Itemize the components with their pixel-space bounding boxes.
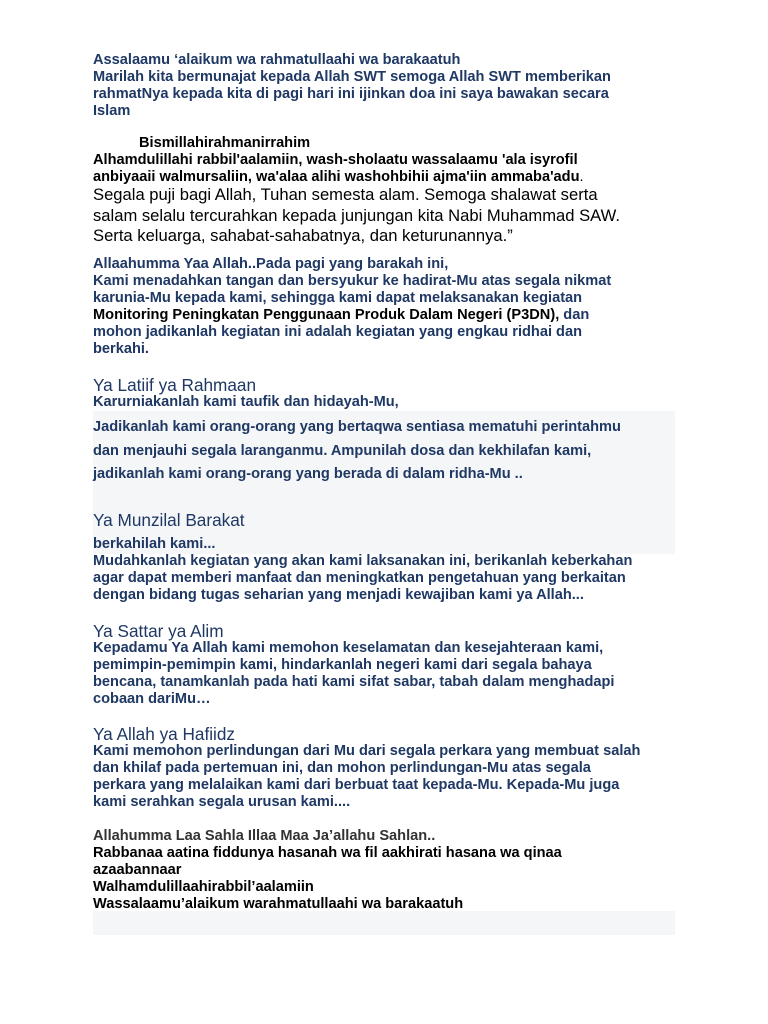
- munzilal-heading: Ya Munzilal Barakat: [93, 510, 245, 530]
- closing-block: [93, 845, 678, 913]
- munzilal-block: [93, 536, 678, 604]
- activity-name: Monitoring Peningkatan Penggunaan Produk Dalam Negeri (P3DN),: [93, 307, 560, 323]
- translation-block: [93, 185, 678, 247]
- translation-line: salam selalu tercurahkan kepada junjungan kita Nabi Muhammad SAW.: [93, 205, 620, 225]
- allahumma-line: karunia-Mu kepada kami, sehingga kami dapat melaksanakan kegiatan: [93, 290, 583, 306]
- translation-line: Serta keluarga, sahabat-sahabatnya, dan keturunannya.”: [93, 226, 513, 245]
- latiif-line: Jadikanlah kami orang-orang yang bertaqwa sentiasa mematuhi perintahmu: [93, 419, 621, 435]
- opening-block: [93, 52, 678, 120]
- sattar-heading: Ya Sattar ya Alim: [93, 621, 224, 641]
- munzilal-line: Mudahkanlah kegiatan yang akan kami laksanakan ini, berikanlah keberkahan: [93, 553, 633, 569]
- translation-line: Segala puji bagi Allah, Tuhan semesta alam. Semoga shalawat serta: [93, 185, 598, 204]
- latiif-heading: Ya Latiif ya Rahmaan: [93, 375, 257, 395]
- sattar-line: bencana, tanamkanlah pada hati kami sifat sabar, tabah dalam menghadapi: [93, 674, 615, 690]
- allahumma-line: Kami menadahkan tangan dan bersyukur ke hadirat-Mu atas segala nikmat: [93, 273, 612, 289]
- closing-line: Walhamdulillaahirabbil’aalamiin: [93, 879, 314, 895]
- hafiidz-line: dan khilaf pada pertemuan ini, dan mohon perlindungan-Mu atas segala: [93, 760, 591, 776]
- allahumma-line: berkahi.: [93, 341, 149, 357]
- hafiidz-heading: Ya Allah ya Hafiidz: [93, 724, 236, 744]
- intro-line: Islam: [93, 103, 131, 119]
- sattar-line: pemimpin-pemimpin kami, hindarkanlah negeri kami dari segala bahaya: [93, 657, 592, 673]
- hafiidz-block: [93, 743, 678, 811]
- allahumma-line: Allaahumma Yaa Allah..Pada pagi yang barakah ini,: [93, 256, 449, 272]
- sattar-line: cobaan dariMu…: [93, 691, 211, 707]
- allahumma-block: [93, 256, 678, 358]
- sattar-line: Kepadamu Ya Allah kami memohon keselamatan dan kesejahteraan kami,: [93, 640, 604, 656]
- munzilal-line: dengan bidang tugas seharian yang menjadi kewajiban kami ya Allah...: [93, 587, 584, 603]
- closing-line: Rabbanaa aatina fiddunya hasanah wa fil aakhirati hasana wa qinaa: [93, 845, 562, 861]
- hamdalah-line: Alhamdulillahi rabbil'aalamiin, wash-sholaatu wassalaamu 'ala isyrofil: [93, 152, 578, 168]
- latiif-first-line: Karurniakanlah kami taufik dan hidayah-Mu,: [93, 394, 399, 410]
- intro-line: rahmatNya kepada kita di pagi hari ini ijinkan doa ini saya bawakan secara: [93, 86, 609, 102]
- hafiidz-line: perkara yang melalaikan kami dari berbuat taat kepada-Mu. Kepada-Mu juga: [93, 777, 620, 793]
- intro-line: Marilah kita bermunajat kepada Allah SWT semoga Allah SWT memberikan: [93, 69, 611, 85]
- sahla-line: Allahumma Laa Sahla Illaa Maa Ja’allahu Sahlan..: [93, 828, 436, 844]
- closing-line: azaabannaar: [93, 862, 182, 878]
- closing-line: Wassalaamu’alaikum warahmatullaahi wa barakaatuh: [93, 896, 464, 912]
- hamdalah-line: [93, 169, 678, 186]
- activity-tail: dan: [559, 307, 590, 323]
- latiif-block: [93, 416, 678, 487]
- latiif-line: dan menjauhi segala laranganmu. Ampunilah dosa dan kekhilafan kami,: [93, 442, 592, 459]
- activity-line: [93, 307, 678, 324]
- allahumma-line: mohon jadikanlah kegiatan ini adalah kegiatan yang engkau ridhai dan: [93, 324, 583, 340]
- hamdalah-block: [93, 152, 678, 186]
- hamdalah-period: .: [579, 169, 584, 185]
- salam-line: Assalaamu ‘alaikum wa rahmatullaahi wa barakaatuh: [93, 52, 461, 68]
- bismillah: Bismillahirahmanirrahim: [139, 135, 311, 151]
- hafiidz-line: kami serahkan segala urusan kami....: [93, 794, 351, 810]
- latiif-line: jadikanlah kami orang-orang yang berada di dalam ridha-Mu ..: [93, 466, 523, 482]
- highlight-box-bottom: [93, 911, 675, 935]
- hamdalah-text: anbiyaaii walmursaliin, wa'alaa alihi washohbihii ajma'iin ammaba'adu: [93, 169, 580, 185]
- hafiidz-line: Kami memohon perlindungan dari Mu dari segala perkara yang membuat salah: [93, 743, 641, 759]
- munzilal-line: agar dapat memberi manfaat dan meningkatkan pengetahuan yang berkaitan: [93, 570, 626, 586]
- munzilal-line: berkahilah kami...: [93, 536, 216, 552]
- sattar-block: [93, 640, 678, 708]
